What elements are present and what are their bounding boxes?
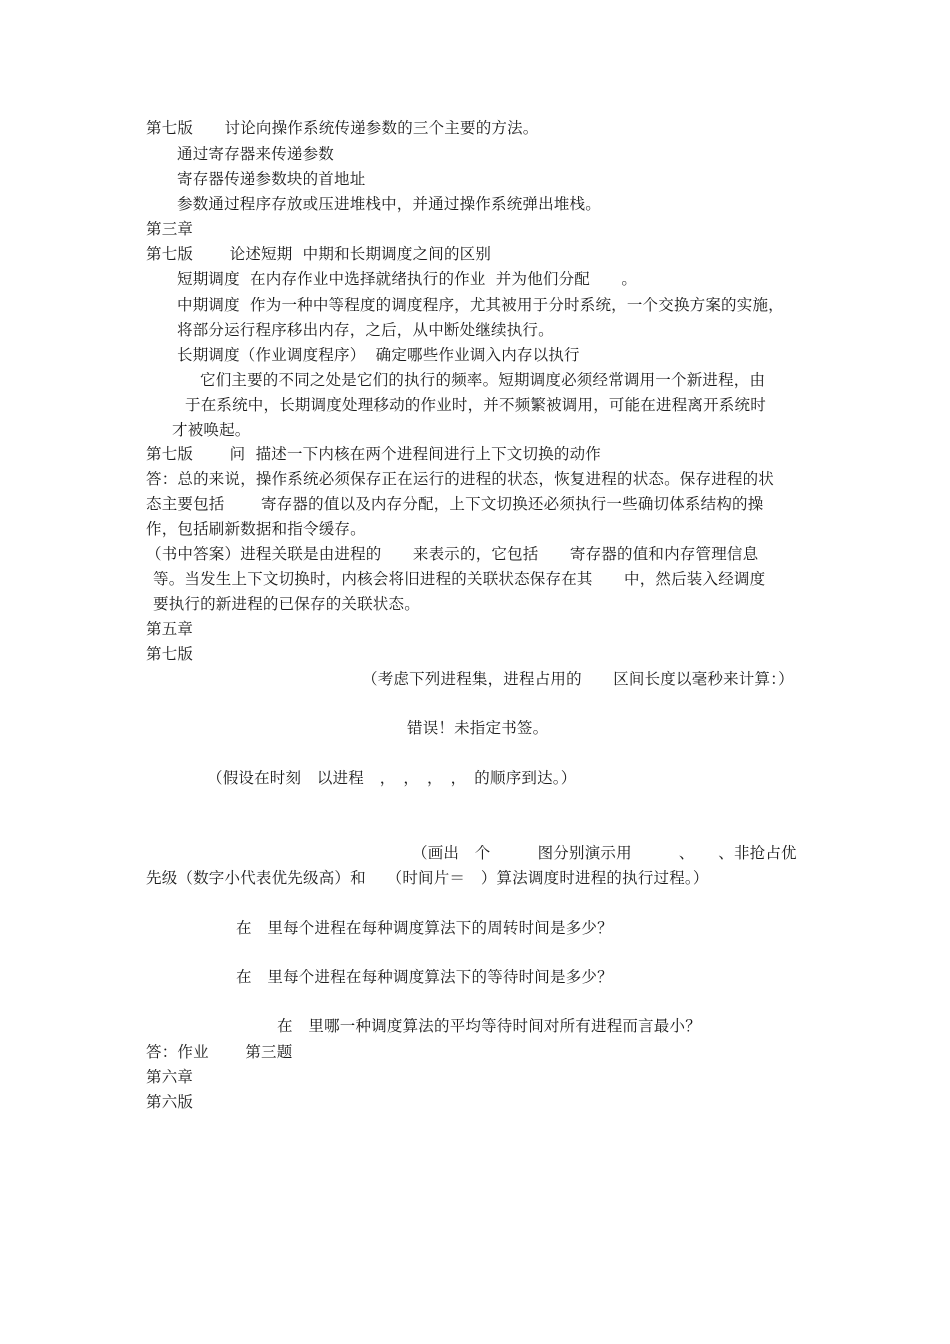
chapter-heading: 第六章 bbox=[146, 1068, 194, 1086]
text-line: （假设在时刻 以进程 ， ， ， ， 的顺序到达。） bbox=[207, 769, 577, 787]
text-line: 中期调度 作为一种中等程度的调度程序，尤其被用于分时系统，一个交换方案的实施， bbox=[177, 296, 784, 314]
question-line: 在 里每个进程在每种调度算法下的周转时间是多少？ bbox=[236, 919, 613, 937]
text-line: 长期调度（作业调度程序） 确定哪些作业调入内存以执行 bbox=[177, 346, 580, 364]
text-line: 将部分运行程序移出内存，之后，从中断处继续执行。 bbox=[177, 321, 554, 339]
text-line: （考虑下列进程集，进程占用的 区间长度以毫秒来计算：） bbox=[362, 670, 794, 688]
heading-7th-ed-context: 第七版 问 描述一下内核在两个进程间进行上下文切换的动作 bbox=[146, 445, 601, 463]
text-line: 态主要包括 寄存器的值以及内存分配，上下文切换还必须执行一些确切体系结构的操 bbox=[146, 495, 764, 513]
text-line: 要执行的新进程的已保存的关联状态。 bbox=[153, 595, 420, 613]
question-line: 在 里每个进程在每种调度算法下的等待时间是多少？ bbox=[236, 968, 613, 986]
text-line: （画出 个 图分别演示用 、 、非抢占优 bbox=[412, 844, 797, 862]
heading-7th-ed: 第七版 bbox=[146, 645, 194, 663]
chapter-heading: 第五章 bbox=[146, 620, 194, 638]
question-line: 在 里哪一种调度算法的平均等待时间对所有进程而言最小？ bbox=[277, 1017, 701, 1035]
text-line: 先级（数字小代表优先级高）和 （时间片＝ ）算法调度时进程的执行过程。） bbox=[146, 869, 709, 887]
error-bookmark-text: 错误！未指定书签。 bbox=[407, 719, 549, 737]
text-line: 它们主要的不同之处是它们的执行的频率。短期调度必须经常调用一个新进程，由 bbox=[200, 371, 766, 389]
text-line: 作，包括刷新数据和指令缓存。 bbox=[146, 520, 366, 538]
heading-6th-ed: 第六版 bbox=[146, 1093, 194, 1111]
text-line: 寄存器传递参数块的首地址 bbox=[177, 170, 366, 188]
text-line: 等。当发生上下文切换时，内核会将旧进程的关联状态保存在其 中，然后装入经调度 bbox=[153, 570, 766, 588]
text-line: 通过寄存器来传递参数 bbox=[177, 145, 335, 163]
text-line: 短期调度 在内存作业中选择就绪执行的作业 并为他们分配 。 bbox=[177, 270, 638, 288]
heading-7th-ed-params: 第七版 讨论向操作系统传递参数的三个主要的方法。 bbox=[146, 119, 539, 137]
chapter-heading: 第三章 bbox=[146, 220, 194, 238]
answer-line: 答：作业 第三题 bbox=[146, 1043, 293, 1061]
text-line: 参数通过程序存放或压进堆栈中，并通过操作系统弹出堆栈。 bbox=[177, 195, 601, 213]
text-line: 于在系统中，长期调度处理移动的作业时，并不频繁被调用，可能在进程离开系统时 bbox=[185, 396, 766, 414]
heading-7th-ed-scheduling: 第七版 论述短期 中期和长期调度之间的区别 bbox=[146, 245, 492, 263]
text-line: （书中答案）进程关联是由进程的 来表示的，它包括 寄存器的值和内存管理信息 bbox=[146, 545, 759, 563]
text-line: 答：总的来说，操作系统必须保存正在运行的进程的状态，恢复进程的状态。保存进程的状 bbox=[146, 470, 775, 488]
text-line: 才被唤起。 bbox=[172, 421, 251, 439]
